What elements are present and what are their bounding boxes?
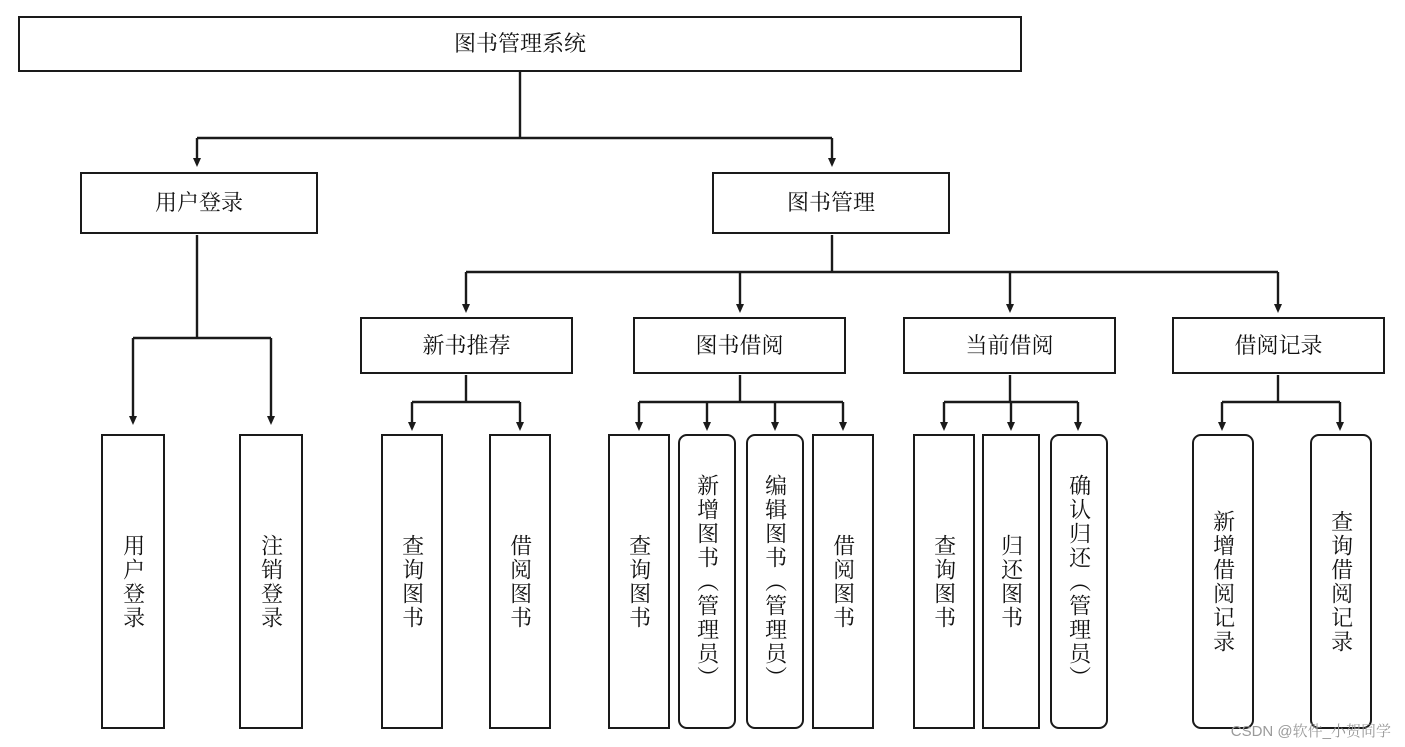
leaf-user-login-login-label: 用户登录 xyxy=(120,533,146,630)
leaf-borrow-add-book[interactable] xyxy=(678,434,736,729)
leaf-records-query-label: 查询借阅记录 xyxy=(1328,509,1354,654)
node-user-login-label: 用户登录 xyxy=(154,190,243,216)
leaf-user-login-logout[interactable] xyxy=(239,434,303,729)
node-root-label: 图书管理系统 xyxy=(453,31,586,57)
node-current-borrow-label: 当前借阅 xyxy=(965,332,1054,358)
leaf-borrow-borrow-book-label: 借阅图书 xyxy=(830,533,856,630)
leaf-borrow-borrow-book[interactable] xyxy=(812,434,874,729)
leaf-user-login-login[interactable] xyxy=(101,434,165,729)
leaf-current-confirm-return-label: 确认归还（管理员） xyxy=(1066,473,1092,690)
node-book-borrow-label: 图书借阅 xyxy=(695,332,784,358)
leaf-records-query[interactable] xyxy=(1310,434,1372,729)
node-new-book-recommend[interactable] xyxy=(360,317,573,374)
leaf-current-return-label: 归还图书 xyxy=(998,533,1024,630)
node-root[interactable] xyxy=(18,16,1022,72)
node-borrow-records[interactable] xyxy=(1172,317,1385,374)
leaf-borrow-add-book-label: 新增图书（管理员） xyxy=(694,473,720,690)
leaf-current-query[interactable] xyxy=(913,434,975,729)
leaf-records-add-label: 新增借阅记录 xyxy=(1210,509,1236,654)
node-book-management[interactable] xyxy=(712,172,950,234)
leaf-user-login-logout-label: 注销登录 xyxy=(258,533,284,630)
leaf-current-return[interactable] xyxy=(982,434,1040,729)
leaf-borrow-query[interactable] xyxy=(608,434,670,729)
watermark: CSDN @软件_小贺同学 xyxy=(1230,723,1391,740)
node-borrow-records-label: 借阅记录 xyxy=(1234,332,1323,358)
node-book-borrow[interactable] xyxy=(633,317,846,374)
leaf-records-add[interactable] xyxy=(1192,434,1254,729)
leaf-new-book-borrow-label: 借阅图书 xyxy=(507,533,533,630)
leaf-borrow-query-label: 查询图书 xyxy=(626,533,652,630)
leaf-new-book-borrow[interactable] xyxy=(489,434,551,729)
leaf-borrow-edit-book-label: 编辑图书（管理员） xyxy=(762,473,788,690)
node-book-management-label: 图书管理 xyxy=(786,190,875,216)
node-current-borrow[interactable] xyxy=(903,317,1116,374)
leaf-new-book-query-label: 查询图书 xyxy=(399,533,425,630)
node-user-login[interactable] xyxy=(80,172,318,234)
leaf-current-query-label: 查询图书 xyxy=(931,533,957,630)
leaf-new-book-query[interactable] xyxy=(381,434,443,729)
node-new-book-recommend-label: 新书推荐 xyxy=(422,332,511,358)
leaf-borrow-edit-book[interactable] xyxy=(746,434,804,729)
leaf-current-confirm-return[interactable] xyxy=(1050,434,1108,729)
